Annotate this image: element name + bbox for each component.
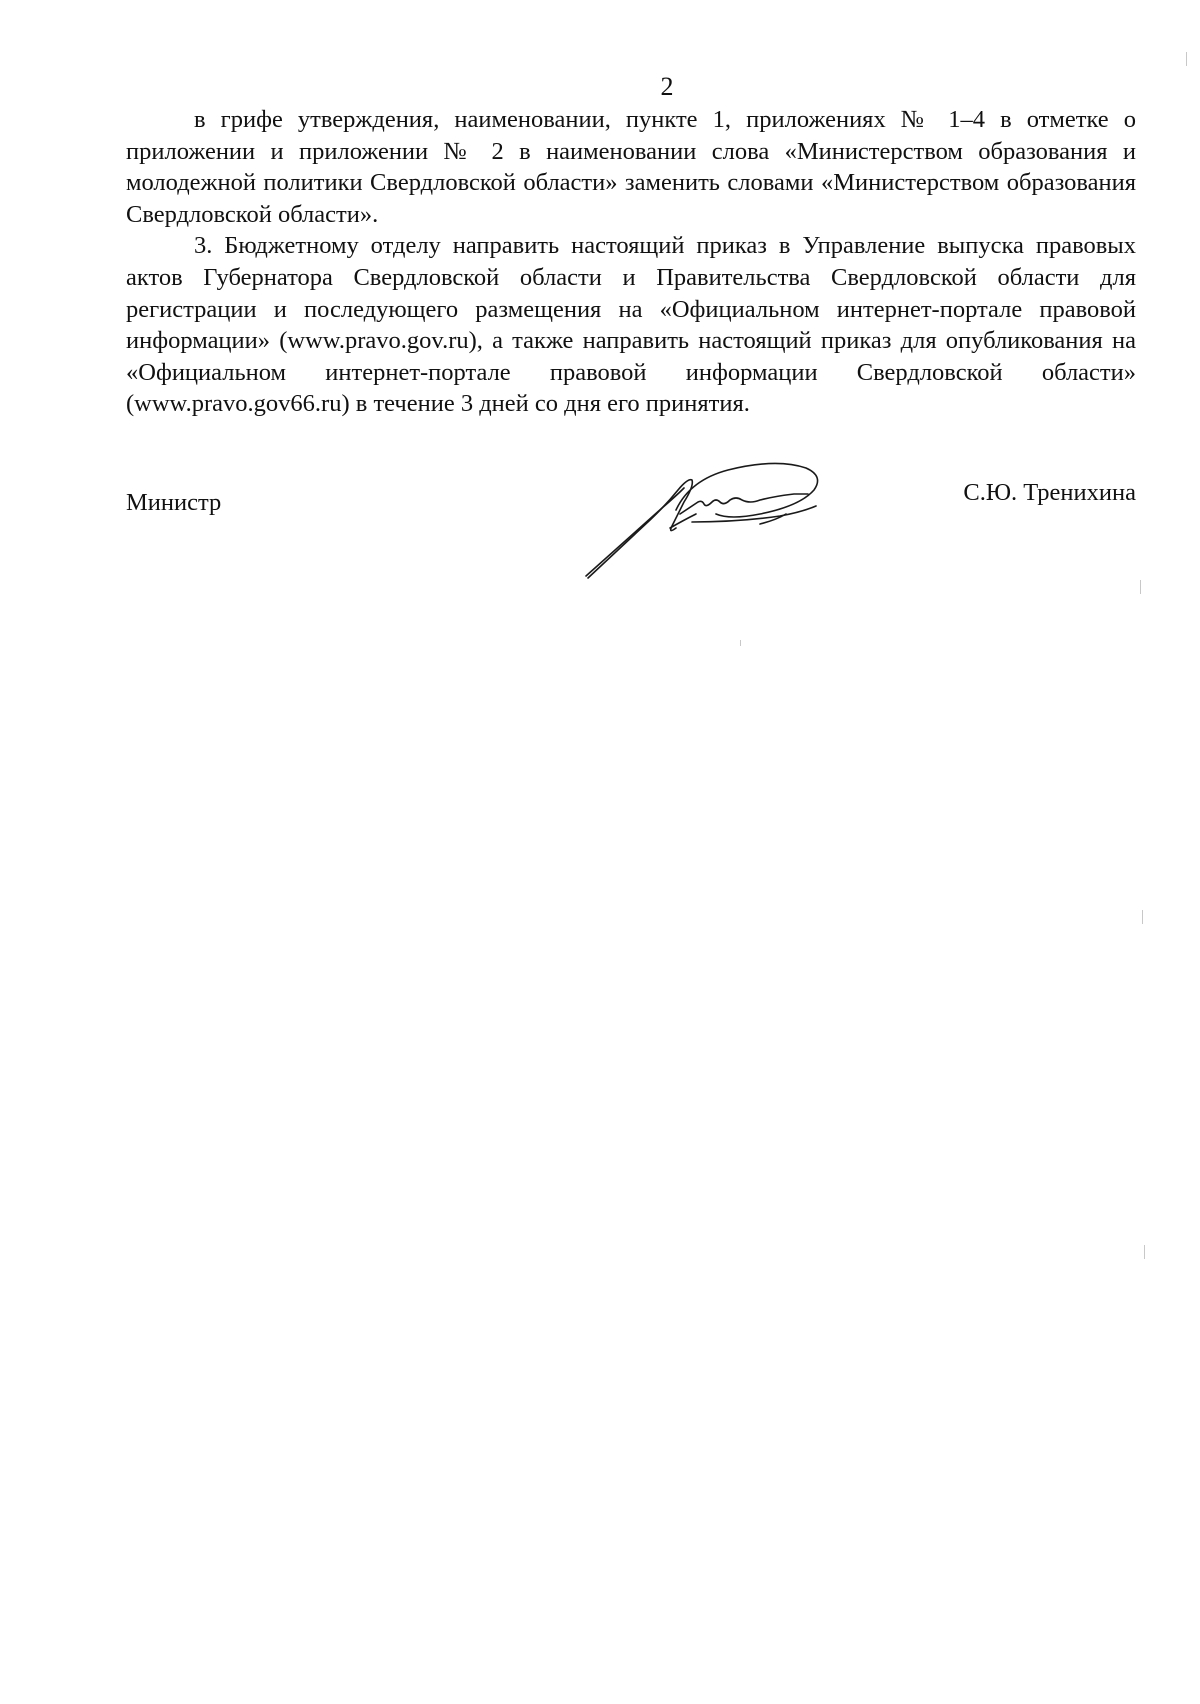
signer-title: Министр [126,489,222,516]
signature-block [126,479,1136,526]
scan-artifact [740,640,741,646]
signer-name: С.Ю. Тренихина [963,479,1136,506]
page-number: 2 [660,72,674,101]
paragraph-publication: 3. Бюджетному отделу направить настоящий приказ в Управление выпуска правовых актов Губернатора Свердловской области и Правительства Свердловской области для регистрации и последующего размещения на «Официальном интернет-портале правовой информации» (www.pravo.gov.ru), а также направить настоящий приказ для опубликования на «Официальном интернет-портале правовой информации Свердловской области» (www.pravo.gov66.ru) в течение 3 дней со дня его принятия. [126,232,1136,418]
scan-artifact [1144,1245,1145,1259]
paragraph-amendment: в грифе утверждения, наименовании, пункте 1, приложениях № 1–4 в отметке о приложении и приложении № 2 в наименовании слова «Министерством образования и молодежной политики Свердловской области» заменить словами «Министерством образования Свердловской области». [126,106,1136,228]
scan-artifact [1142,910,1143,924]
scan-artifact [1140,580,1141,594]
scan-artifact [1186,52,1187,66]
document-body [126,104,1136,420]
